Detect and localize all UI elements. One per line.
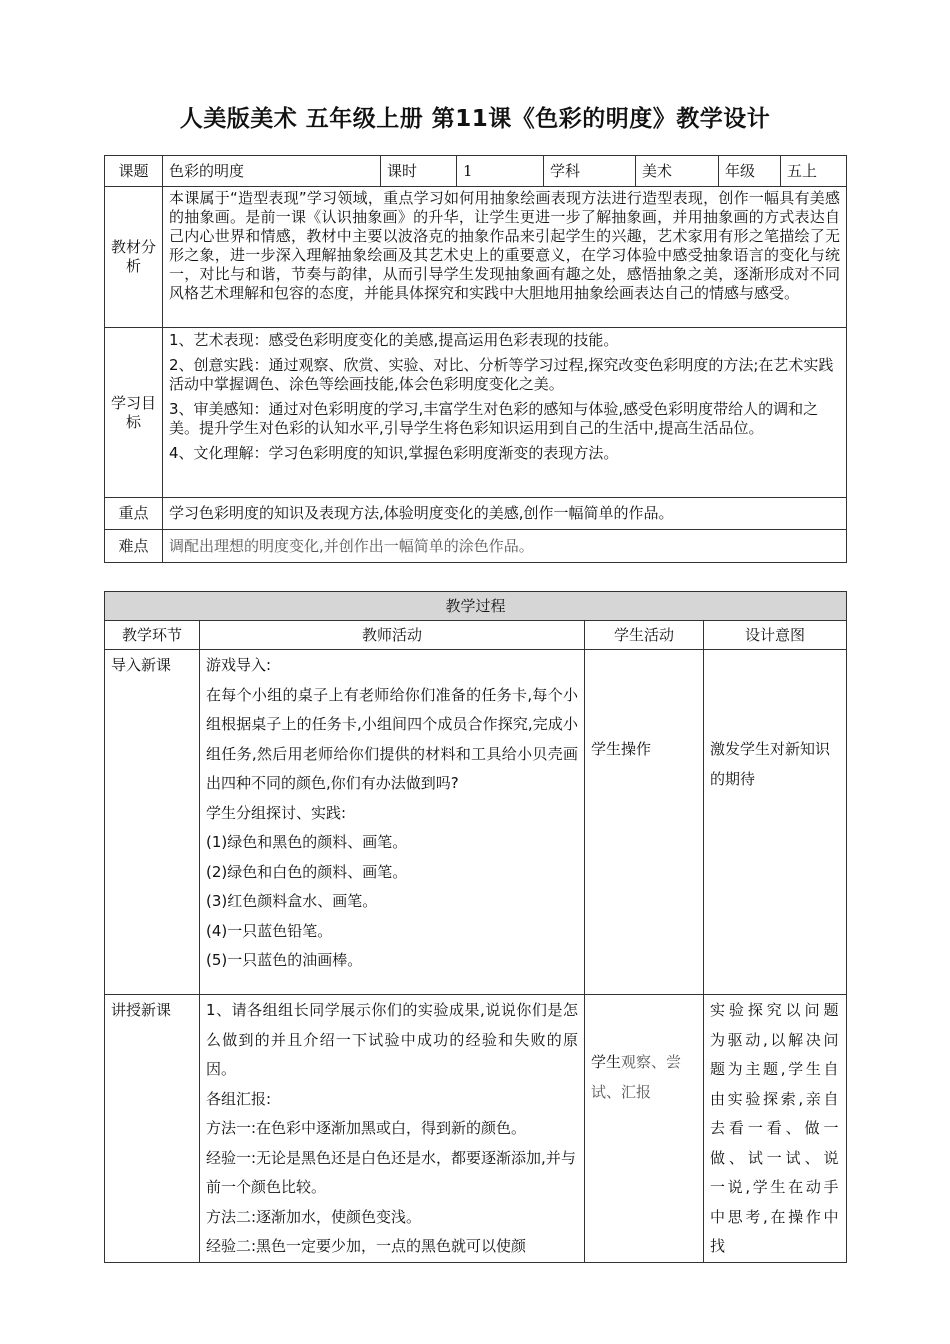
teacher-line: 经验二:黑色一定要少加，一点的黑色就可以使颜 (206, 1237, 527, 1255)
lesson-info-table (104, 155, 847, 563)
teaching-process-table (104, 591, 847, 1263)
table-row (105, 995, 847, 1263)
teacher-line: 方法一:在色彩中逐渐加黑或白，得到新的颜色。 (206, 1119, 527, 1137)
teacher-line: (4)一只蓝色铅笔。 (206, 921, 333, 940)
analysis-label: 教材分析 (105, 187, 163, 328)
objective-item: 3、审美感知：通过对色彩明度的学习,丰富学生对色彩的感知与体验,感受色彩明度带给人的调和之美。提升学生对色彩的认知水平,引导学生将色彩知识运用到自己的生活中,提高生活品位。 (169, 400, 819, 437)
process-heading: 教学过程 (105, 592, 847, 621)
key-point-label: 重点 (105, 498, 163, 530)
objectives-list (163, 328, 847, 498)
design-intent-text: 实验探究以问题为驱动,以解决问题为主题,学生自由实验探索,亲自去看一看、做一做、试一试、说一说,学生在动手中思考,在操作中找 (710, 1001, 841, 1255)
teacher-line: 经验一:无论是黑色还是白色还是水，都要逐渐添加,并与前一个颜色比较。 (206, 1148, 576, 1196)
column-header-stage: 教学环节 (105, 621, 200, 650)
key-point-text: 学习色彩明度的知识及表现方法,体验明度变化的美感,创作一幅简单的作品。 (163, 498, 847, 530)
subject-value: 美术 (636, 156, 719, 187)
student-activity-cell (585, 995, 704, 1263)
objective-item: 2、创意实践：通过观察、欣赏、实验、对比、分析等学习过程,探究改变色彩明度的方法;在艺术实践活动中掌握调色、涂色等绘画技能,体会色彩明度变化之美。 (169, 356, 834, 393)
topic-label: 课题 (105, 156, 163, 187)
objective-item: 1、艺术表现：感受色彩明度变化的美感,提高运用色彩表现的技能。 (169, 331, 619, 349)
student-activity-text: 学生操作 (591, 740, 652, 758)
hours-value: 1 (457, 156, 544, 187)
teacher-line: 1、请各组组长同学展示你们的实验成果,说说你们是怎么做到的并且介绍一下试验中成功的经验和失败的原因。 (206, 1001, 578, 1078)
topic-value: 色彩的明度 (163, 156, 381, 187)
objective-item: 4、文化理解：学习色彩明度的知识,掌握色彩明度渐变的表现方法。 (169, 444, 619, 462)
table-row (105, 650, 847, 995)
teacher-activity-cell (200, 995, 585, 1263)
column-header-intent: 设计意图 (704, 621, 847, 650)
design-intent-cell (704, 650, 847, 995)
grade-label: 年级 (719, 156, 781, 187)
stage-cell: 导入新课 (105, 650, 200, 995)
teacher-line: (2)绿色和白色的颜料、画笔。 (206, 862, 408, 881)
student-activity-word: 学生 (591, 1053, 622, 1071)
design-intent-text: 激发学生对新知识的期待 (710, 740, 831, 788)
teacher-line: 各组汇报: (206, 1089, 272, 1108)
column-header-teacher: 教师活动 (200, 621, 585, 650)
design-intent-cell (704, 995, 847, 1263)
document-title: 人美版美术 五年级上册 第11课《色彩的明度》教学设计 (179, 106, 771, 132)
objectives-label: 学习目标 (105, 328, 163, 498)
teacher-line: 游戏导入: (206, 656, 272, 674)
teacher-line: (1)绿色和黑色的颜料、画笔。 (206, 833, 408, 851)
column-header-student: 学生活动 (585, 621, 704, 650)
student-activity-cell (585, 650, 704, 995)
teacher-line: (5)一只蓝色的油画棒。 (206, 951, 363, 969)
difficulty-text: 调配出理想的明度变化,并创作出一幅简单的涂色作品。 (163, 530, 847, 563)
teacher-line: 在每个小组的桌子上有老师给你们准备的任务卡,每个小组根据桌子上的任务卡,小组间四个成员合作探究,完成小组任务,然后用老师给你们提供的材料和工具给小贝壳画出四种不同的颜色,你们有办法做到吗? (206, 685, 578, 792)
student-activity-detail: 观察、尝试、汇报 (591, 1053, 682, 1101)
hours-label: 课时 (381, 156, 457, 187)
teacher-line: 方法二:逐渐加水，使颜色变浅。 (206, 1207, 422, 1226)
student-activity-text (591, 1048, 697, 1107)
difficulty-label: 难点 (105, 530, 163, 563)
teacher-activity-cell (200, 650, 585, 995)
teacher-line: (3)红色颜料盒水、画笔。 (206, 892, 378, 910)
analysis-paragraph: 本课属于“造型表现”学习领域，重点学习如何用抽象绘画表现方法进行造型表现，创作一幅具有美感的抽象画。是前一课《认识抽象画》的升华，让学生更进一步了解抽象画，并用抽象画的方式表达自己内心世界和情感，教材中主要以波洛克的抽象作品来引起学生的兴趣，艺术家用有形之笔描绘了无形之象，进一步深入理解抽象绘画及其艺术史上的重要意义，在学习体验中感受抽象语言的变化与统一，对比与和谐，节奏与韵律，从而引导学生发现抽象画有趣之处，感悟抽象之美，逐渐形成对不同风格艺术理解和包容的态度，并能具体探究和实践中大胆地用抽象绘画表达自己的情感与感受。 (169, 189, 840, 302)
analysis-text (163, 187, 847, 328)
teacher-line: 学生分组探讨、实践: (206, 803, 347, 822)
stage-cell: 讲授新课 (105, 995, 200, 1263)
subject-label: 学科 (544, 156, 636, 187)
grade-value: 五上 (781, 156, 847, 187)
